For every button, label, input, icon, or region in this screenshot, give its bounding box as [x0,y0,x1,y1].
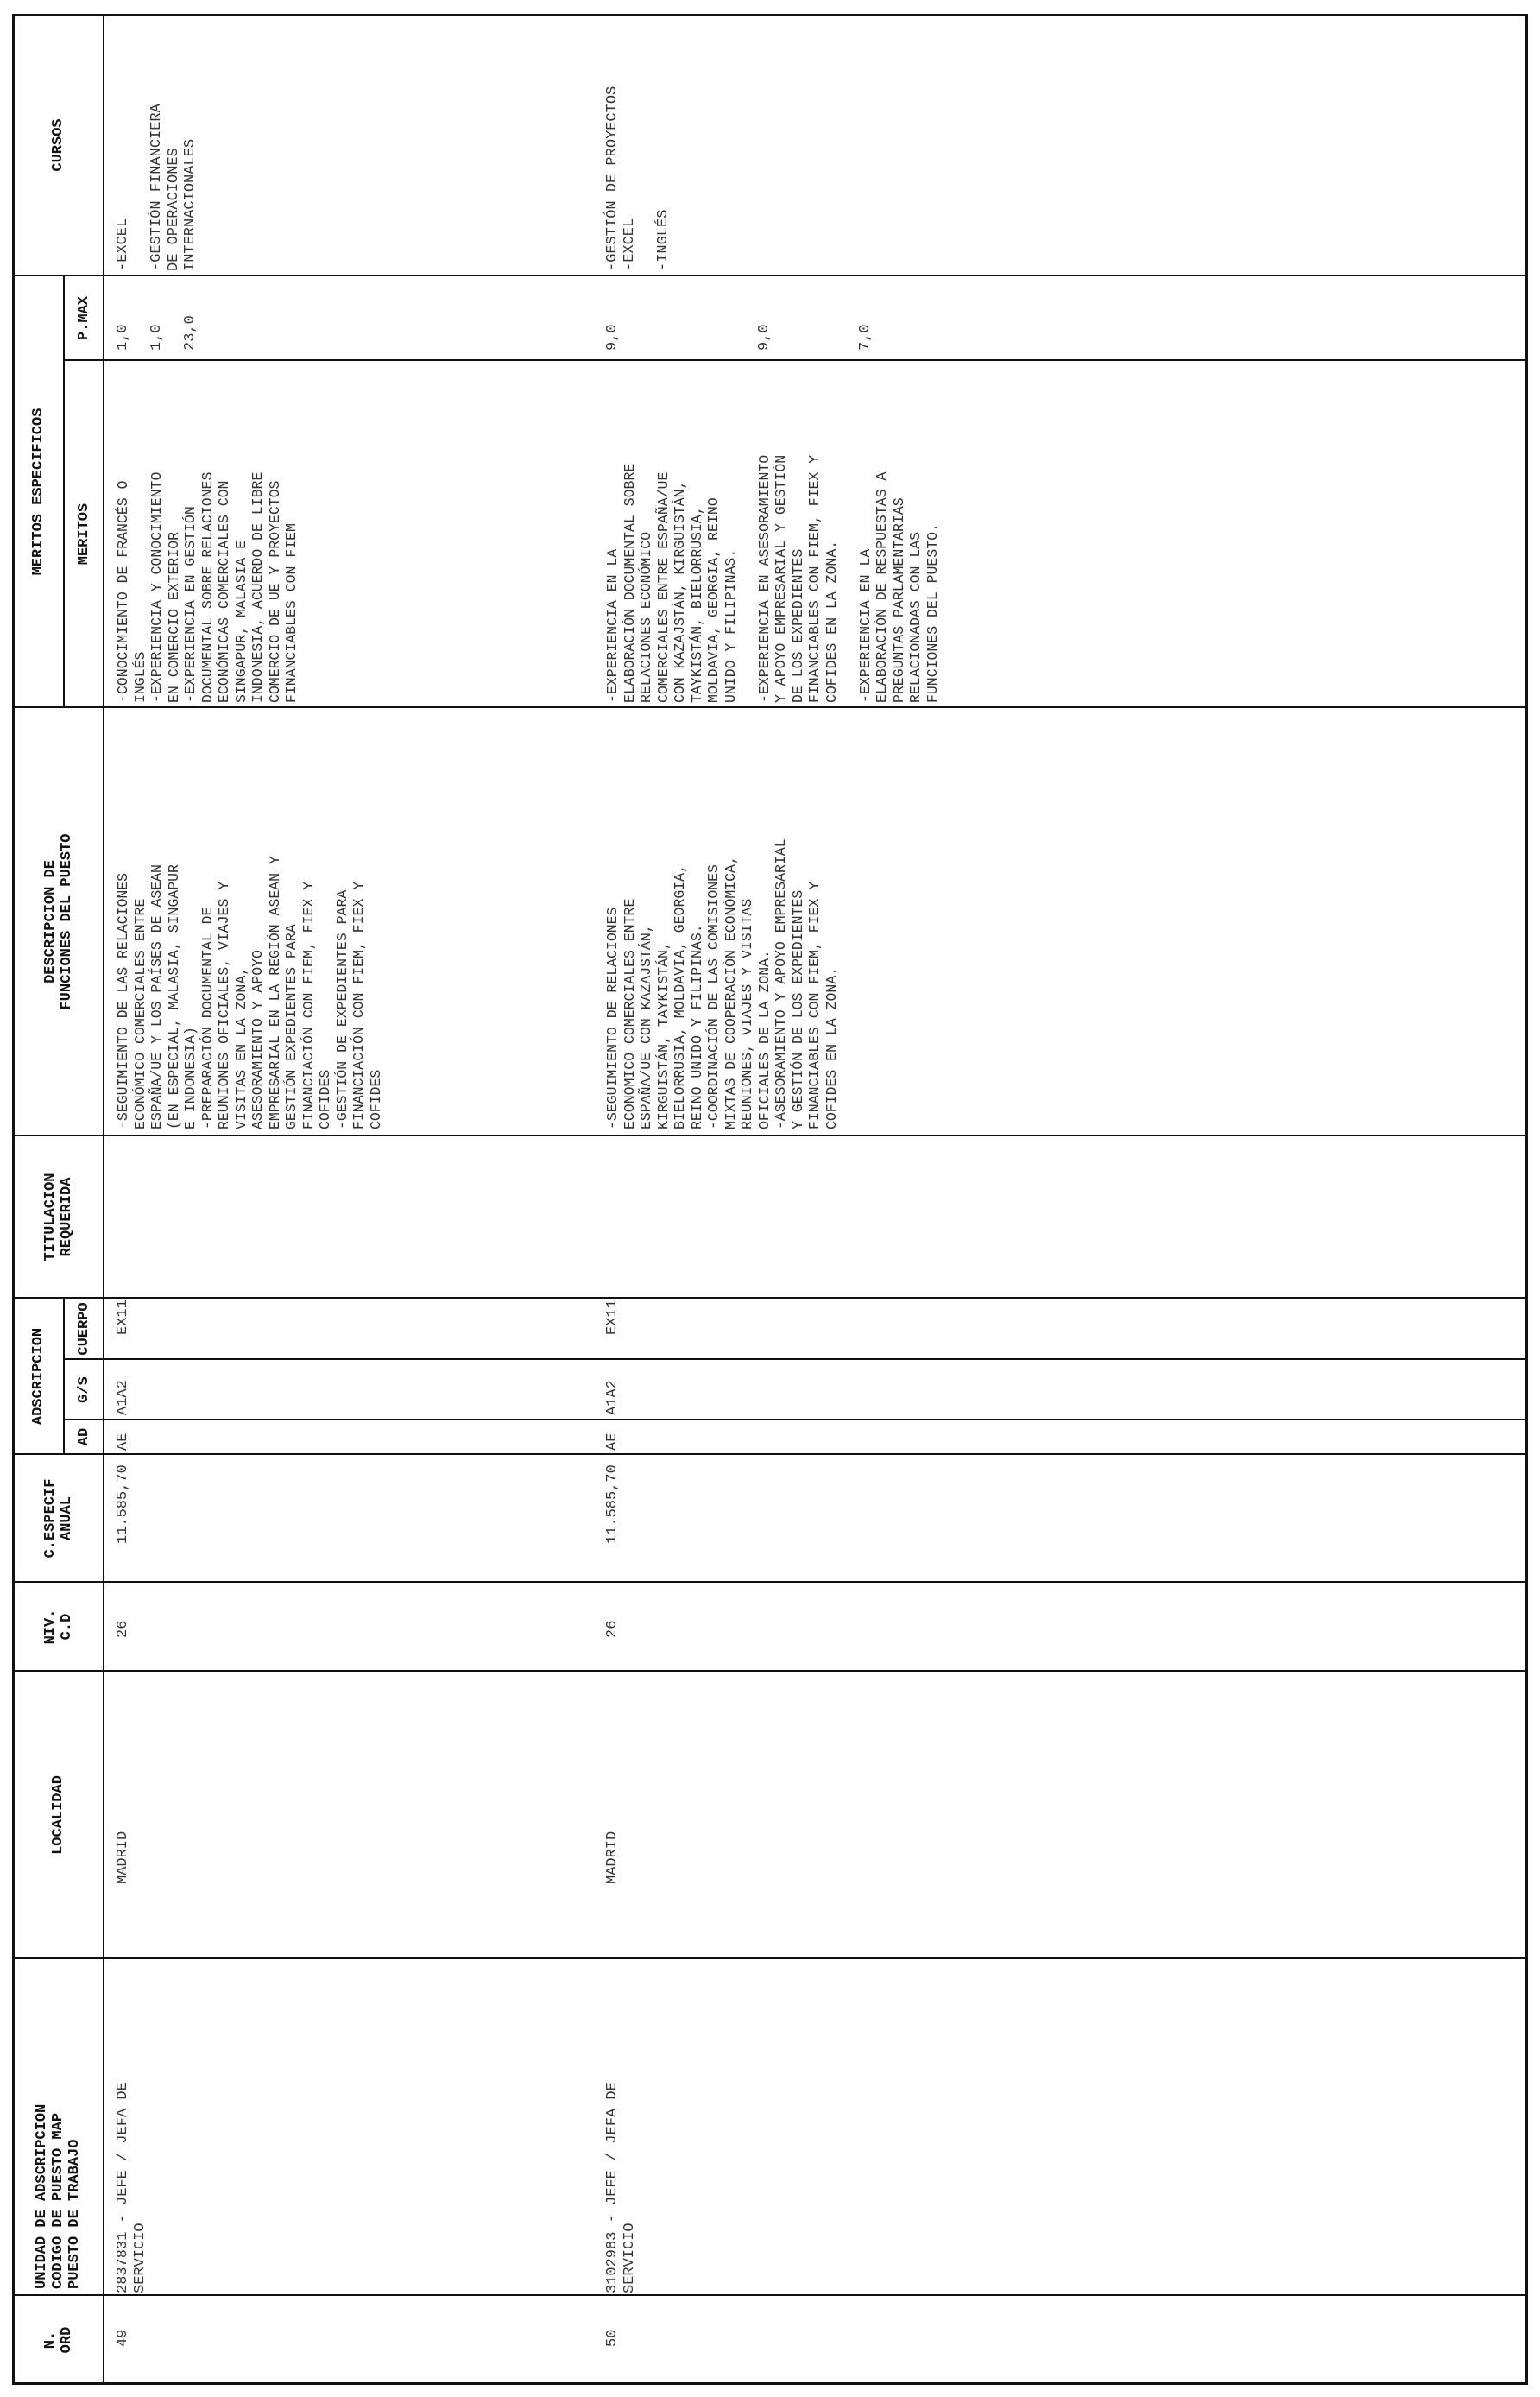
row-merito: -EXPERIENCIA EN ASESORAMIENTO Y APOYO EMPRESARIAL Y GESTIÓN DE LOS EXPEDIENTES FINANCIABLES CON FIEM, FIEX Y COFIDES EN LA ZONA. [755,454,840,703]
row-p-max: 9,0 [604,324,621,351]
row-niv: 26 [115,1620,131,1638]
row-merito: -EXPERIENCIA EN LA ELABORACIÓN DE RESPUESTAS A PREGUNTAS PARLAMENTARIAS RELACIONADAS CON LAS FUNCIONES DEL PUESTO. [856,471,941,703]
header-adscripcion: ADSCRIPCION [30,1327,47,1426]
row-p-max: 9,0 [755,324,773,351]
header-cursos: CURSOS [50,118,66,172]
row-descripcion: -SEGUIMIENTO DE LAS RELACIONES ECONÓMICO COMERCIALES ENTRE ESPAÑA/UE Y LOS PAÍSES DE ASEAN (EN ESPECIAL, MALASIA, SINGAPUR E INDONESIA) -PREPARACIÓN DOCUMENTAL DE REUNIONES OFICIALES, VIAJES Y VISITAS EN LA ZONA, ASESORAMIENTO Y APOYO EMPRESARIAL EN LA REGIÓN ASEAN Y GESTIÓN EXPEDIENTES PARA FINANCIACIÓN CON FIEM, FIEX Y COFIDES -GESTIÓN DE EXPEDIENTES PARA FINANCIACIÓN CON FIEM, FIEX Y COFIDES [115,856,384,1129]
header-gs: G/S [75,1376,92,1403]
col-divider [12,1670,1528,1672]
row-cursos: -EXCEL -GESTIÓN FINANCIERA DE OPERACIONES INTERNACIONALES [115,104,199,271]
row-localidad: MADRID [604,1831,621,1884]
col-divider [63,359,1528,361]
row-gs: A1A2 [604,1380,621,1415]
header-body-divider [103,14,104,2385]
col-divider [63,1419,1528,1420]
col-divider [12,1135,1528,1136]
row-p-max: 23,0 [182,315,199,351]
col-divider [63,1358,1528,1360]
row-merito: -EXPERIENCIA Y CONOCIMIENTO EN COMERCIO EXTERIOR [148,471,182,703]
header-ad: AD [75,1427,92,1446]
col-divider [12,1297,1528,1299]
row-cuerpo: EX11 [604,1300,621,1335]
row-c-especif: 11.585,70 [115,1464,131,1544]
row-niv: 26 [604,1620,621,1638]
col-divider [12,275,1528,276]
header-unidad: UNIDAD DE ADSCRIPCION CODIGO DE PUESTO MAP PUESTO DE TRABAJO [34,2103,83,2289]
row-ad: AE [115,1433,131,1451]
row-descripcion: -SEGUIMIENTO DE RELACIONES ECONÓMICO COMERCIALES ENTRE ESPAÑA/UE CON KAZAJSTÁN, KIRGUISTÁN, TAYKISTÁN, BIELORRUSIA, MOLDAVIA, GEORGIA, REINO UNIDO Y FILIPINAS. -COORDINACIÓN DE LAS COMISIONES MIXTAS DE COOPERACIÓN ECONÓMICA, REUNIONES, VIAJES Y VISITAS OFICIALES DE LA ZONA. -ASESORAMIENTO Y APOYO EMPRESARIAL Y GESTIÓN DE LOS EXPEDIENTES FINANCIABLES CON FIEM, FIEX Y COFIDES EN LA ZONA. [604,838,840,1129]
header-p-max: P.MAX [75,296,92,341]
row-c-especif: 11.585,70 [604,1464,621,1544]
header-meritos: MERITOS [75,503,92,566]
row-cursos: -GESTIÓN DE PROYECTOS -EXCEL -INGLÉS [604,85,672,271]
row-merito: -EXPERIENCIA EN GESTIÓN DOCUMENTAL SOBRE RELACIONES ECONÓMICAS COMERCIALES CON SINGAPUR, MALASIA E INDONESIA, ACUERDO DE LIBRE COMERCIO DE UE Y PROYECTOS FINANCIABLES CON FIEM [182,471,300,703]
header-niv: NIV. C.D [41,1609,75,1645]
col-divider [12,2294,1528,2296]
col-divider [12,1453,1528,1455]
header-localidad: LOCALIDAD [50,1775,66,1855]
row-p-max: 7,0 [856,324,874,351]
row-ad: AE [604,1433,621,1451]
header-n-ord: N. ORD [41,2326,75,2354]
row-localidad: MADRID [115,1831,131,1884]
row-gs: A1A2 [115,1380,131,1415]
col-divider [12,706,1528,708]
row-puesto: 3102983 - JEFE / JEFA DE SERVICIO [604,2082,638,2293]
row-p-max: 1,0 [148,324,165,351]
row-n-ord: 50 [604,2329,621,2347]
col-divider [12,1581,1528,1583]
table-frame [12,14,1528,2385]
col-divider [12,1957,1528,1959]
row-cuerpo: EX11 [115,1300,131,1335]
header-c-especif: C.ESPECIF ANUAL [41,1478,75,1559]
row-merito: -EXPERIENCIA EN LA ELABORACIÓN DOCUMENTAL SOBRE RELACIONES ECONÓMICO COMERCIALES ENTRE ESPAÑA/UE CON KAZAJSTÁN, KIRGUISTÁN, TAYKISTÁN, BIELORRUSIA, MOLDAVIA, GEORGIA, REINO UNIDO Y FILIPINAS. [604,463,739,703]
row-p-max: 1,0 [115,324,131,351]
header-cuerpo: CUERPO [75,1302,92,1356]
row-merito: -CONOCIMIENTO DE FRANCÉS O INGLÉS [115,480,148,703]
header-meritos-especificos: MERITOS ESPECIFICOS [30,408,47,576]
header-descripcion: DESCRIPCION DE FUNCIONES DEL PUESTO [41,833,75,1010]
row-puesto: 2837831 - JEFE / JEFA DE SERVICIO [115,2082,148,2293]
header-titulacion: TITULACION REQUERIDA [41,1173,75,1262]
row-n-ord: 49 [115,2329,131,2347]
